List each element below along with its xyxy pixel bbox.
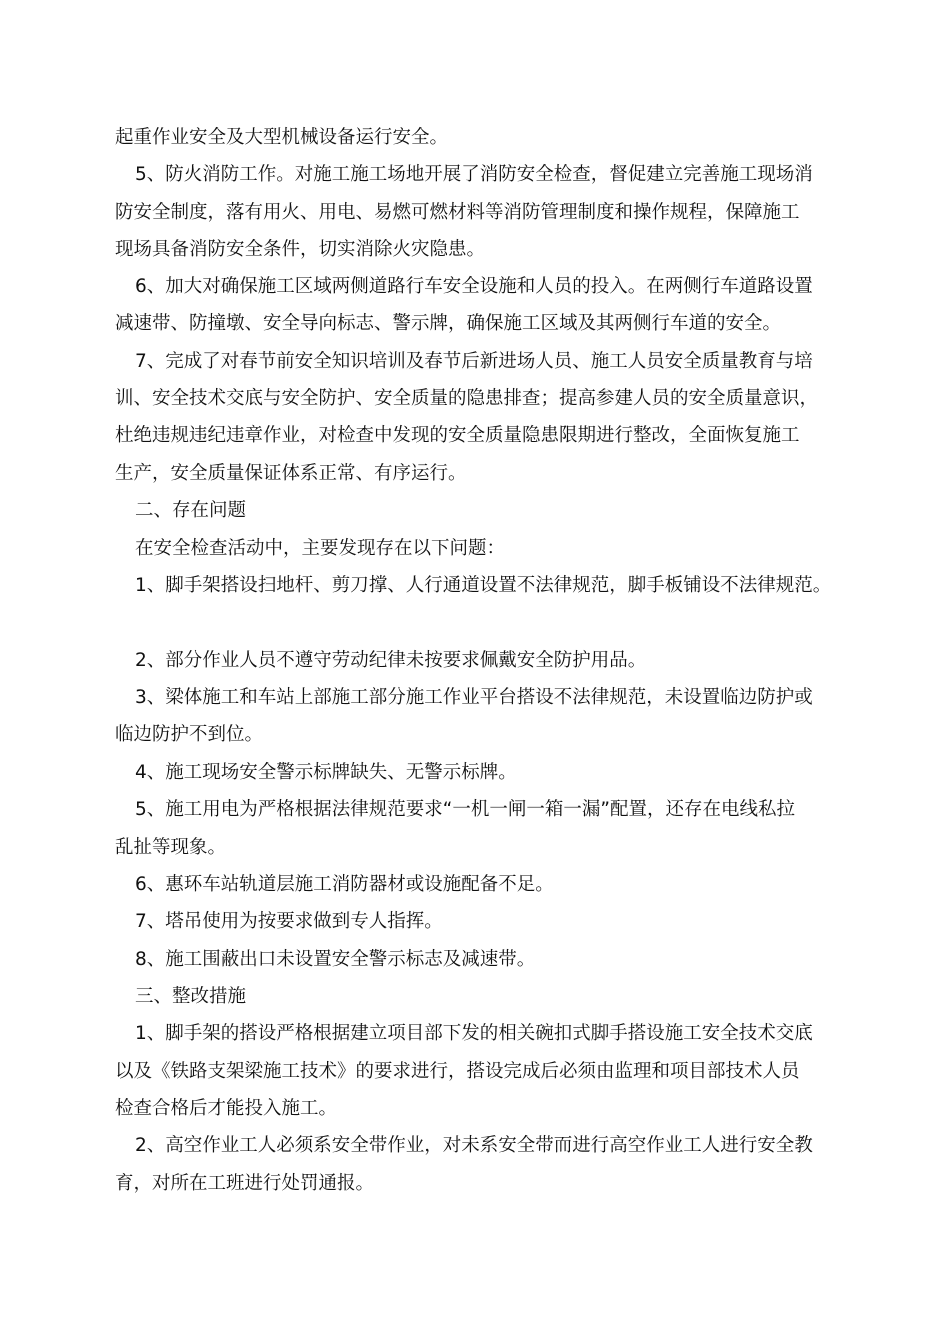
paragraph-line: 5、防火消防工作。对施工施工场地开展了消防安全检查，督促建立完善施工现场消 (135, 164, 813, 185)
paragraph-line: 杜绝违规违纪违章作业，对检查中发现的安全质量隐患限期进行整改，全面恢复施工 (115, 425, 800, 446)
paragraph-line: 减速带、防撞墩、安全导向标志、警示牌，确保施工区域及其两侧行车道的安全。 (115, 313, 782, 334)
paragraph-line: 3、梁体施工和车站上部施工部分施工作业平台搭设不法律规范，未设置临边防护或 (135, 687, 813, 708)
paragraph-line: 5、施工用电为严格根据法律规范要求“一机一闸一箱一漏”配置，还存在电线私拉 (135, 799, 795, 820)
paragraph-line: 8、施工围蔽出口未设置安全警示标志及减速带。 (135, 949, 536, 970)
paragraph-line: 4、施工现场安全警示标牌缺失、无警示标牌。 (135, 762, 517, 783)
paragraph-line: 训、安全技术交底与安全防护、安全质量的隐患排查；提高参建人员的安全质量意识， (115, 388, 819, 409)
paragraph-line: 7、塔吊使用为按要求做到专人指挥。 (135, 911, 443, 932)
paragraph-line: 检查合格后才能投入施工。 (115, 1098, 338, 1119)
paragraph-line: 在安全检查活动中，主要发现存在以下问题： (135, 538, 506, 559)
paragraph-line: 起重作业安全及大型机械设备运行安全。 (115, 127, 449, 148)
paragraph-line: 生产，安全质量保证体系正常、有序运行。 (115, 463, 467, 484)
paragraph-line: 2、部分作业人员不遵守劳动纪律未按要求佩戴安全防护用品。 (135, 650, 647, 671)
paragraph-line: 7、完成了对春节前安全知识培训及春节后新进场人员、施工人员安全质量教育与培 (135, 351, 813, 372)
paragraph-line: 防安全制度，落有用火、用电、易燃可燃材料等消防管理制度和操作规程，保障施工 (115, 202, 800, 223)
paragraph-line: 6、加大对确保施工区域两侧道路行车安全设施和人员的投入。在两侧行车道路设置 (135, 276, 813, 297)
section-heading: 二、存在问题 (135, 500, 247, 521)
paragraph-line: 1、脚手架的搭设严格根据建立项目部下发的相关碗扣式脚手搭设施工安全技术交底 (135, 1023, 813, 1044)
paragraph-line: 以及《铁路支架梁施工技术》的要求进行，搭设完成后必须由监理和项目部技术人员 (115, 1061, 800, 1082)
paragraph-line: 6、惠环车站轨道层施工消防器材或设施配备不足。 (135, 874, 554, 895)
paragraph-line: 2、高空作业工人必须系安全带作业，对未系安全带而进行高空作业工人进行安全教 (135, 1135, 813, 1156)
paragraph-line: 育，对所在工班进行处罚通报。 (115, 1173, 375, 1194)
section-heading: 三、整改措施 (135, 986, 247, 1007)
paragraph-line: 现场具备消防安全条件，切实消除火灾隐患。 (115, 239, 486, 260)
paragraph-line: 临边防护不到位。 (115, 724, 264, 745)
paragraph-line: 1、脚手架搭设扫地杆、剪刀撑、人行通道设置不法律规范，脚手板铺设不法律规范。 (135, 575, 832, 596)
paragraph-line: 乱扯等现象。 (115, 837, 227, 858)
